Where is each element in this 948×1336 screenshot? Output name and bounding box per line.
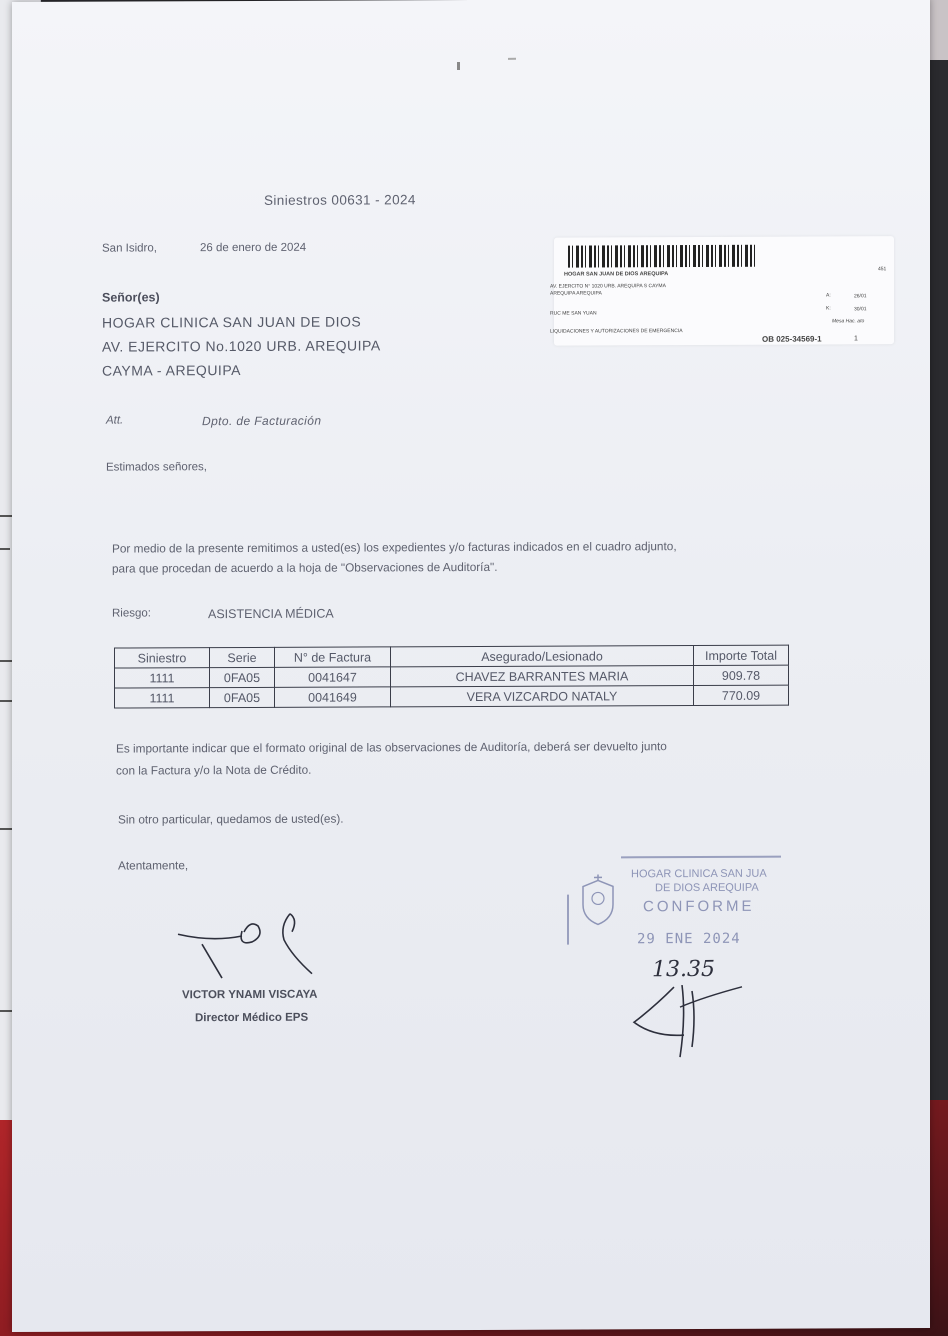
barcode [568, 245, 758, 268]
recipient-address-line1: AV. EJERCITO No.1020 URB. AREQUIPA [102, 337, 381, 355]
initials-signature [624, 977, 754, 1068]
crest-icon [575, 872, 621, 928]
signature-image [172, 906, 332, 987]
attention-label: Att. [106, 414, 124, 427]
table-cell: 0FA05 [210, 667, 275, 687]
table-header: Asegurado/Lesionado [391, 646, 694, 667]
table-header: N° de Factura [275, 647, 391, 668]
receipt-label [550, 236, 894, 345]
letter-date: 26 de enero de 2024 [200, 241, 307, 255]
label-line: AREQUIPA AREQUIPA [550, 290, 602, 297]
stamp-text: HOGAR CLINICA SAN JUA [631, 867, 767, 881]
table-cell: 0041649 [275, 687, 391, 708]
stamp-border [567, 895, 569, 945]
stamp-text: DE DIOS AREQUIPA [655, 881, 759, 895]
conformity-stamp [567, 854, 807, 965]
label-field-value: 26/01 [854, 293, 867, 300]
label-line: AV. EJERCITO N° 1020 URB. AREQUIPA S CAYMA [550, 283, 666, 290]
signatory-title: Director Médico EPS [195, 1011, 309, 1025]
closing-line: Sin otro particular, quedamos de usted(es). [118, 811, 344, 827]
label-field-value: 30/01 [854, 306, 867, 313]
label-code-suffix: 1 [854, 335, 858, 343]
stamp-status: CONFORME [643, 897, 755, 916]
stamp-date: 29 ENE 2024 [637, 930, 741, 948]
label-field-label: K: [826, 305, 831, 312]
recipient-address-line2: CAYMA - AREQUIPA [102, 362, 241, 379]
table-cell: 1111 [115, 688, 210, 708]
table-header: Serie [210, 647, 275, 667]
place: San Isidro, [102, 242, 157, 255]
salutation-label: Señor(es) [102, 290, 160, 305]
risk-value: ASISTENCIA MÉDICA [208, 606, 334, 622]
label-note: Mesa Hac. ato [832, 318, 865, 325]
table-cell: VERA VIZCARDO NATALY [391, 686, 694, 707]
sheet-mark [0, 660, 12, 662]
reference-number: Siniestros 00631 - 2024 [264, 192, 416, 208]
handwritten-time: 13.35 [652, 956, 715, 983]
greeting: Estimados señores, [106, 461, 207, 474]
table-cell: 909.78 [694, 665, 789, 685]
table-cell: 770.09 [694, 685, 789, 705]
table-header: Importe Total [694, 645, 789, 665]
label-line: HOGAR SAN JUAN DE DIOS AREQUIPA [564, 271, 669, 278]
table-cell: CHAVEZ BARRANTES MARIA [391, 666, 694, 687]
label-code: OB 025-34569-1 [762, 334, 822, 344]
letter-page [12, 0, 930, 1332]
recipient-name: HOGAR CLINICA SAN JUAN DE DIOS [102, 313, 362, 331]
sheet-mark [0, 548, 10, 550]
label-number: 451 [878, 266, 887, 273]
risk-label: Riesgo: [112, 607, 151, 620]
table-cell: 0FA05 [210, 687, 275, 707]
label-field-label: A: [826, 292, 831, 299]
page-mark [457, 62, 460, 70]
label-line: LIQUIDACIONES Y AUTORIZACIONES DE EMERGENCIA [550, 328, 683, 335]
table-cell: 1111 [115, 668, 210, 688]
table-cell: 0041647 [275, 667, 391, 688]
note-line-2: con la Factura y/o la Nota de Crédito. [116, 762, 312, 778]
body-line-2: para que procedan de acuerdo a la hoja de "Observaciones de Auditoría". [112, 559, 498, 576]
table-header: Siniestro [115, 648, 210, 668]
table-row [115, 685, 789, 708]
label-line: RUC ME SAN YUAN [550, 310, 597, 317]
note-line-1: Es importante indicar que el formato original de las observaciones de Auditoría, deberá ser devuelto junto [116, 739, 667, 756]
body-line-1: Por medio de la presente remitimos a usted(es) los expedientes y/o facturas indicados en el cuadro adjunto, [112, 539, 677, 556]
stamp-rule [621, 856, 781, 858]
signatory-name: VICTOR YNAMI VISCAYA [182, 988, 318, 1002]
page-mark [508, 58, 516, 60]
attention-department: Dpto. de Facturación [202, 413, 322, 429]
invoices-table [114, 645, 789, 709]
sign-off: Atentamente, [118, 858, 189, 873]
